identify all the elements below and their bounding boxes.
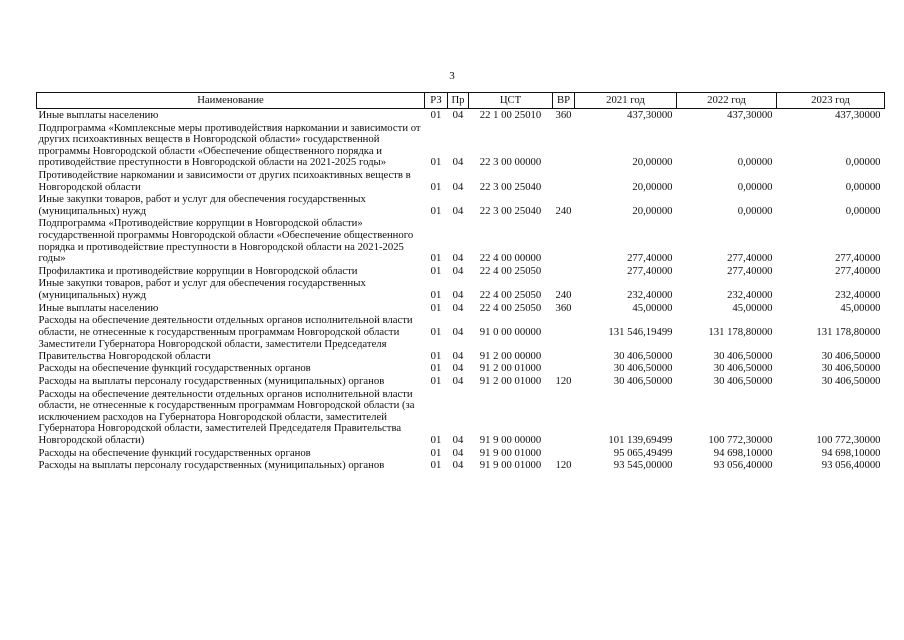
- row-vr: 360: [555, 109, 572, 121]
- row-vr: 240: [555, 204, 572, 217]
- row-value-2023: 277,40000: [835, 264, 881, 277]
- row-value-2021: 277,40000: [627, 252, 673, 265]
- row-pr: 04: [452, 252, 464, 265]
- row-pr: 04: [452, 349, 464, 362]
- row-pr: 04: [452, 434, 464, 447]
- table-row: [37, 277, 885, 301]
- row-rz: 01: [430, 362, 442, 375]
- row-vr: [553, 122, 575, 169]
- table-row: [37, 122, 885, 169]
- row-value-2021: 93 545,00000: [613, 459, 673, 472]
- header-cst: ЦСТ: [469, 93, 553, 109]
- table-row: [37, 375, 885, 388]
- row-rz: 01: [430, 446, 442, 459]
- row-vr: 120: [555, 375, 572, 388]
- row-rz: 01: [430, 204, 442, 217]
- row-pr: 04: [452, 446, 464, 459]
- table-row: [37, 193, 885, 217]
- row-name: Расходы на обеспечение функций государственных органов: [38, 362, 311, 375]
- row-value-2021: 20,00000: [632, 180, 673, 193]
- row-rz: 01: [430, 349, 442, 362]
- row-vr: 120: [555, 459, 572, 472]
- row-value-2023: 277,40000: [835, 252, 881, 265]
- row-pr: 04: [452, 109, 464, 121]
- row-name: Иные закупки товаров, работ и услуг для обеспечения государственных (муниципальных) нужд: [38, 277, 366, 301]
- row-name: Профилактика и противодействие коррупции в Новгородской области: [38, 264, 358, 277]
- row-vr: [553, 388, 575, 447]
- row-cst: 91 9 00 01000: [479, 459, 542, 472]
- header-vr: ВР: [553, 93, 575, 109]
- row-pr: 04: [452, 375, 464, 388]
- table-row: [37, 459, 885, 472]
- table-row: [37, 302, 885, 315]
- row-value-2023: 45,00000: [840, 301, 881, 314]
- row-vr: [553, 314, 575, 338]
- row-rz: 01: [430, 109, 442, 121]
- table-row: [37, 447, 885, 460]
- row-value-2022: 0,00000: [737, 204, 773, 217]
- row-cst: 22 1 00 25010: [479, 109, 542, 121]
- row-pr: 04: [452, 204, 464, 217]
- row-value-2022: 94 698,10000: [713, 446, 773, 459]
- row-vr: 240: [555, 288, 572, 301]
- row-value-2022: 30 406,50000: [713, 349, 773, 362]
- row-name: Расходы на выплаты персоналу государственных (муниципальных) органов: [38, 375, 385, 388]
- row-name: Расходы на обеспечение функций государственных органов: [38, 446, 311, 459]
- row-name: Иные закупки товаров, работ и услуг для обеспечения государственных (муниципальных) нужд: [38, 193, 366, 217]
- row-vr: [553, 447, 575, 460]
- row-rz: 01: [430, 156, 442, 169]
- row-name: Подпрограмма «Комплексные меры противодействия наркомании и зависимости от других психоактивных веществ в Новгородской области» государственной программы Новгородской области «Обеспечение общественного порядка и противодействие преступности в Новгородской области на 2021-2025 годы»: [38, 121, 421, 169]
- row-rz: 01: [430, 180, 442, 193]
- row-value-2022: 0,00000: [737, 156, 773, 169]
- row-pr: 04: [452, 459, 464, 472]
- table-row: [37, 314, 885, 338]
- row-value-2021: 30 406,50000: [613, 349, 673, 362]
- row-value-2021: 232,40000: [627, 288, 673, 301]
- row-cst: 22 4 00 25050: [479, 264, 542, 277]
- row-value-2022: 100 772,30000: [708, 434, 773, 447]
- row-value-2023: 0,00000: [845, 204, 881, 217]
- row-value-2022: 277,40000: [727, 264, 773, 277]
- row-pr: 04: [452, 288, 464, 301]
- row-vr: 360: [555, 301, 572, 314]
- row-value-2023: 232,40000: [835, 288, 881, 301]
- row-cst: 91 2 00 00000: [479, 349, 542, 362]
- row-rz: 01: [430, 459, 442, 472]
- page-number: 3: [449, 70, 455, 82]
- row-vr: [553, 169, 575, 193]
- row-value-2021: 30 406,50000: [613, 362, 673, 375]
- row-value-2021: 20,00000: [632, 156, 673, 169]
- row-cst: 22 4 00 00000: [479, 252, 542, 265]
- row-vr: [553, 265, 575, 278]
- table-row: [37, 388, 885, 447]
- row-value-2021: 131 546,19499: [608, 325, 673, 338]
- row-value-2022: 232,40000: [727, 288, 773, 301]
- row-vr: [553, 338, 575, 362]
- row-value-2022: 45,00000: [732, 301, 773, 314]
- row-value-2022: 131 178,80000: [708, 325, 773, 338]
- row-cst: 22 3 00 00000: [479, 156, 542, 169]
- table-row: [37, 265, 885, 278]
- row-value-2021: 95 065,49499: [613, 446, 673, 459]
- row-vr: [553, 362, 575, 375]
- row-pr: 04: [452, 301, 464, 314]
- row-value-2023: 437,30000: [835, 109, 881, 121]
- header-name: Наименование: [37, 93, 425, 109]
- header-2022: 2022 год: [677, 93, 777, 109]
- row-value-2023: 100 772,30000: [816, 434, 881, 447]
- row-pr: 04: [452, 156, 464, 169]
- header-2021: 2021 год: [575, 93, 677, 109]
- row-rz: 01: [430, 375, 442, 388]
- row-value-2021: 277,40000: [627, 264, 673, 277]
- table-row: [37, 338, 885, 362]
- row-value-2023: 131 178,80000: [816, 325, 881, 338]
- row-cst: 91 0 00 00000: [479, 325, 542, 338]
- row-rz: 01: [430, 301, 442, 314]
- row-cst: 22 3 00 25040: [479, 204, 542, 217]
- row-name: Противодействие наркомании и зависимости от других психоактивных веществ в Новгородской области: [38, 168, 411, 193]
- header-rz: РЗ: [425, 93, 448, 109]
- row-cst: 22 4 00 25050: [479, 301, 542, 314]
- header-2023: 2023 год: [777, 93, 885, 109]
- row-rz: 01: [430, 325, 442, 338]
- row-name: Расходы на обеспечение деятельности отдельных органов исполнительной власти области, не отнесенные к государственным программам Новгородской области (за исключением расходов на Губернатора Новгородской области, заместителей Губернатора Новгородской области, заместителей Председателя Правительства Новгородской области): [38, 387, 415, 447]
- row-pr: 04: [452, 325, 464, 338]
- row-value-2021: 437,30000: [627, 109, 673, 121]
- row-name: Расходы на обеспечение деятельности отдельных органов исполнительной власти области, не отнесенные к государственным программам Новгородской области: [38, 314, 413, 338]
- row-value-2021: 30 406,50000: [613, 375, 673, 388]
- row-vr: [553, 217, 575, 264]
- table-row: [37, 109, 885, 122]
- row-name: Расходы на выплаты персоналу государственных (муниципальных) органов: [38, 459, 385, 472]
- row-pr: 04: [452, 180, 464, 193]
- row-value-2022: 277,40000: [727, 252, 773, 265]
- row-value-2023: 93 056,40000: [821, 459, 881, 472]
- row-name: Иные выплаты населению: [38, 109, 159, 121]
- row-pr: 04: [452, 362, 464, 375]
- row-rz: 01: [430, 434, 442, 447]
- row-name: Иные выплаты населению: [38, 301, 159, 314]
- row-cst: 91 2 00 01000: [479, 375, 542, 388]
- row-value-2023: 30 406,50000: [821, 375, 881, 388]
- row-name: Заместители Губернатора Новгородской области, заместители Председателя Правительства Новгородской области: [38, 338, 387, 362]
- row-rz: 01: [430, 264, 442, 277]
- row-value-2023: 30 406,50000: [821, 349, 881, 362]
- table-header-row: [37, 93, 885, 109]
- header-pr: Пр: [448, 93, 469, 109]
- row-name: Подпрограмма «Противодействие коррупции в Новгородской области» государственной программы Новгородской области «Обеспечение общественного порядка и противодействие преступности в Новгородской области на 2021-2025 годы»: [38, 217, 414, 265]
- row-value-2021: 45,00000: [632, 301, 673, 314]
- row-value-2023: 30 406,50000: [821, 362, 881, 375]
- row-cst: 91 9 00 01000: [479, 446, 542, 459]
- row-value-2022: 30 406,50000: [713, 375, 773, 388]
- table-row: [37, 362, 885, 375]
- row-pr: 04: [452, 264, 464, 277]
- row-cst: 91 9 00 00000: [479, 434, 542, 447]
- row-cst: 22 3 00 25040: [479, 180, 542, 193]
- row-rz: 01: [430, 288, 442, 301]
- row-rz: 01: [430, 252, 442, 265]
- row-value-2022: 0,00000: [737, 180, 773, 193]
- row-value-2022: 30 406,50000: [713, 362, 773, 375]
- table-row: [37, 217, 885, 264]
- row-value-2023: 94 698,10000: [821, 446, 881, 459]
- budget-table: [36, 92, 885, 472]
- row-value-2021: 20,00000: [632, 204, 673, 217]
- row-value-2023: 0,00000: [845, 180, 881, 193]
- row-value-2023: 0,00000: [845, 156, 881, 169]
- row-value-2022: 93 056,40000: [713, 459, 773, 472]
- row-cst: 22 4 00 25050: [479, 288, 542, 301]
- row-value-2021: 101 139,69499: [608, 434, 673, 447]
- table-row: [37, 169, 885, 193]
- row-value-2022: 437,30000: [727, 109, 773, 121]
- row-cst: 91 2 00 01000: [479, 362, 542, 375]
